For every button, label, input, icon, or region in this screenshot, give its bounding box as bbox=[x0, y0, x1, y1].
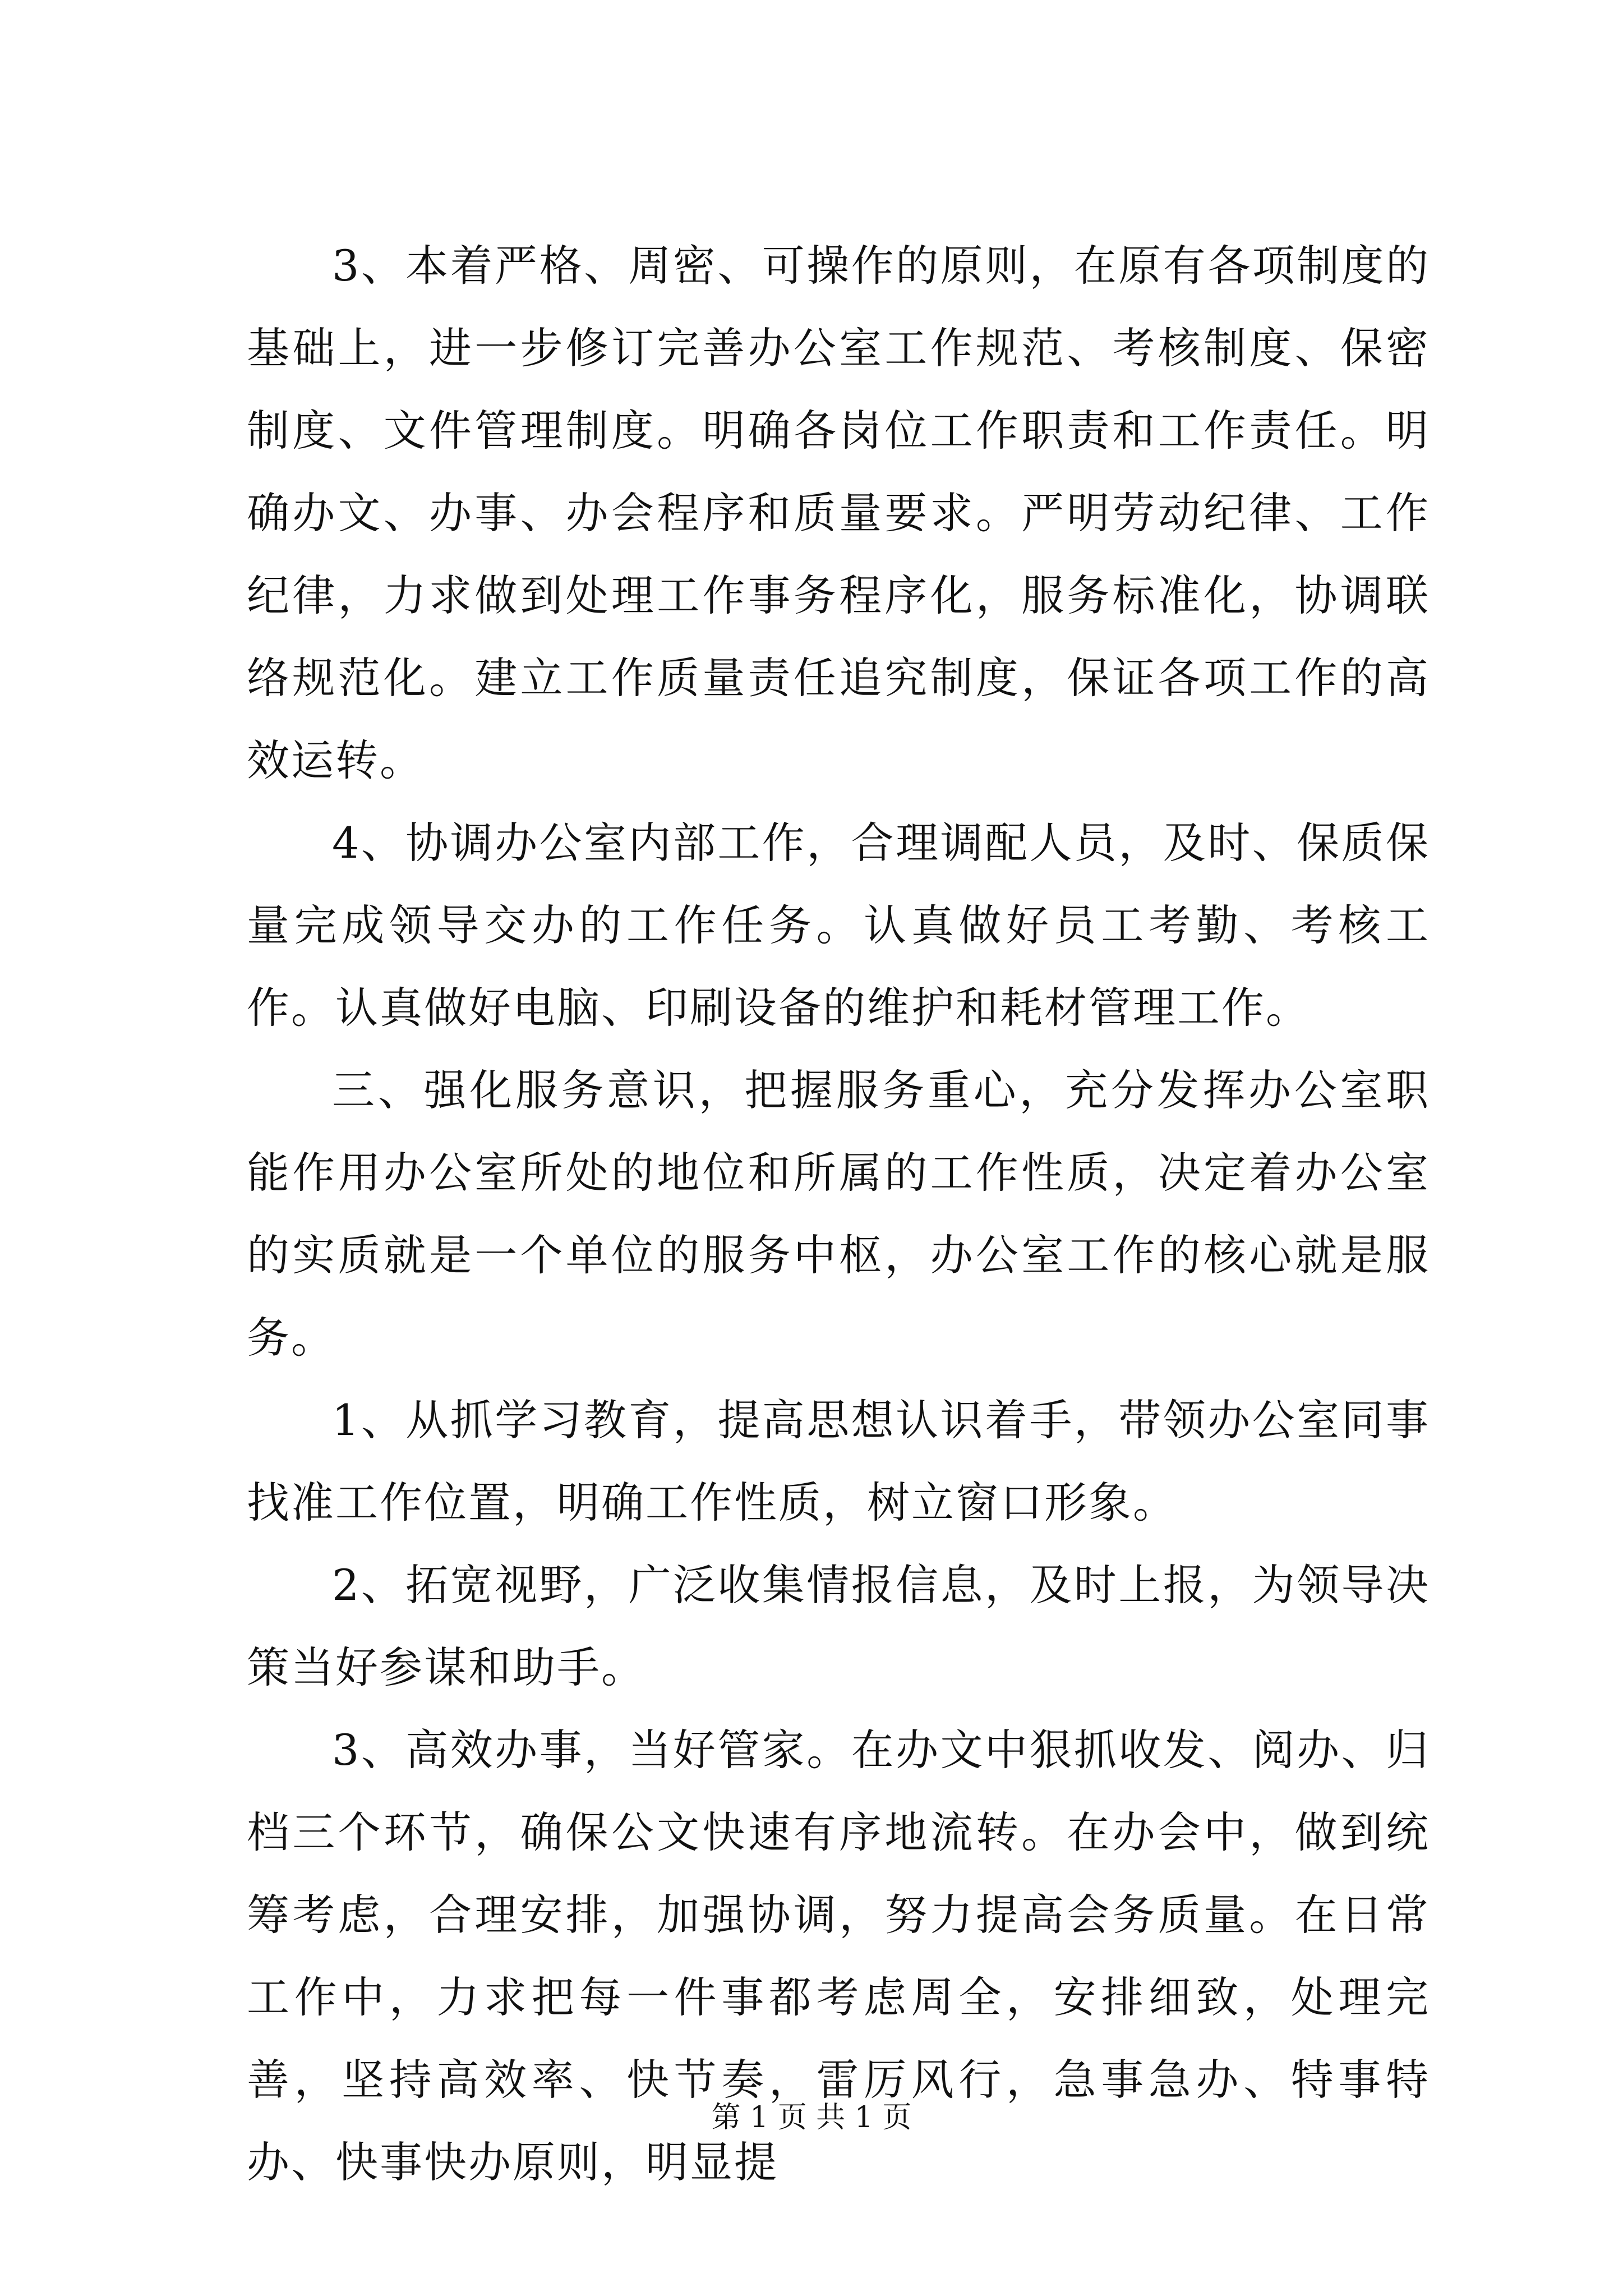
paragraph: 3、高效办事，当好管家。在办文中狠抓收发、阅办、归档三个环节，确保公文快速有序地流转。在办会中，做到统筹考虑，合理安排，加强协调，努力提高会务质量。在日常工作中，力求把每一件事都考虑周全，安排细致，处理完善，坚持高效率、快节奏，雷厉风行，急事急办、特事特办、快事快办原则，明显提 bbox=[247, 1725, 1430, 2187]
paragraph: 1、从抓学习教育，提高思想认识着手，带领办公室同事找准工作位置，明确工作性质，树立窗口形象。 bbox=[247, 1395, 1430, 1527]
document-body bbox=[247, 224, 1430, 2203]
page-footer: 第 1 页 共 1 页 bbox=[711, 2101, 912, 2134]
paragraph: 4、协调办公室内部工作，合理调配人员，及时、保质保量完成领导交办的工作任务。认真做好员工考勤、考核工作。认真做好电脑、印刷设备的维护和耗材管理工作。 bbox=[247, 818, 1430, 1033]
paragraph: 三、强化服务意识，把握服务重心，充分发挥办公室职能作用办公室所处的地位和所属的工作性质，决定着办公室的实质就是一个单位的服务中枢，办公室工作的核心就是服务。 bbox=[247, 1065, 1430, 1363]
paragraph: 3、本着严格、周密、可操作的原则，在原有各项制度的基础上，进一步修订完善办公室工作规范、考核制度、保密制度、文件管理制度。明确各岗位工作职责和工作责任。明确办文、办事、办会程序和质量要求。严明劳动纪律、工作纪律，力求做到处理工作事务程序化，服务标准化，协调联络规范化。建立工作质量责任追究制度，保证各项工作的高效运转。 bbox=[247, 241, 1430, 785]
paragraph: 2、拓宽视野，广泛收集情报信息，及时上报，为领导决策当好参谋和助手。 bbox=[247, 1560, 1430, 1692]
